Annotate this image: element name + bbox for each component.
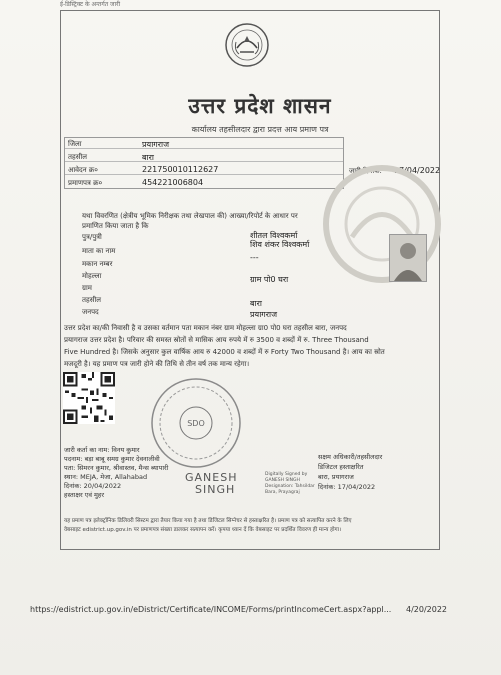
officer-line: सक्षम अधिकारी/तहसीलदार [318, 453, 383, 461]
signature-detail: Digitally Signed by GANESH SINGH Designation: Tahsildar Bara, Prayagraj [265, 472, 315, 495]
officer-line: डिजिटल हस्ताक्षरित [318, 463, 364, 471]
table-value: 221750010112627 [142, 165, 219, 174]
table-value: प्रयागराज [142, 140, 170, 149]
intro-line: प्रमाणित किया जाता है कि [82, 222, 149, 230]
table-label: तहसील [68, 153, 87, 161]
top-strip-text: ई-डिस्ट्रिक्ट के अन्तर्गत जारी [60, 1, 121, 8]
footer-note [64, 517, 444, 535]
up-government-emblem-icon [222, 22, 272, 68]
intro-line: यथा विवरणित (क्षेत्रीय भूमिक निरीक्षक तथा लेखपाल की) आख्या/रिपोर्ट के आधार पर [82, 212, 298, 220]
field-label: जनपद [82, 308, 99, 316]
page-title: उत्तर प्रदेश शासन [188, 93, 332, 118]
footer-note-line: यह प्रमाण पत्र इलेक्ट्रॉनिक डिलिवरी सिस्टम द्वारा तैयार किया गया है तथा डिजिटल सिग्नेचर से हस्ताक्षरित है। प्रमाण पत्र को सत्यापित करने के लिए [64, 518, 352, 524]
table-label: जिला [68, 140, 82, 148]
footer-note-line: वेबसाइट edistrict.up.gov.in पर प्रमाणपत्र संख्या डालकर सत्यापन करें। कृपया ध्यान दें कि वेबसाइट पर प्रदर्शित विवरण ही मान्य होगा। [64, 527, 342, 533]
field-label: तहसील [82, 296, 101, 304]
table-label: प्रमाणपत्र क्र० [68, 179, 103, 187]
page-subtitle: कार्यालय तहसीलदार द्वारा प्रदत्त आय प्रमाण पत्र [191, 125, 329, 134]
field-label: ग्राम [82, 284, 92, 292]
officer-line: बारा, प्रयागराज [318, 473, 354, 481]
top-info-table [64, 137, 344, 189]
issuer-block [64, 446, 204, 500]
issuer-line: हस्ताक्षर एवं मुहर [64, 491, 105, 499]
table-value: बारा [142, 153, 154, 162]
field-value: शिव शंकर विश्वकर्मा [250, 240, 310, 249]
field-value: बारा [250, 299, 262, 308]
body-paragraph [64, 322, 442, 370]
field-value: ग्राम पो0 घरा [250, 275, 289, 284]
issuer-line: पता: सिमरन कुमार, श्रीवास्तव, मैन्स ब्यापारी [64, 464, 169, 472]
issue-date-label: जारी दिनांक: [349, 167, 382, 175]
field-label: पुत्र/पुत्री [82, 233, 102, 241]
table-label: आवेदन क्र० [68, 166, 98, 174]
field-value: प्रयागराज [250, 310, 278, 319]
officer-block [318, 452, 438, 492]
field-label: मकान नम्बर [82, 260, 113, 268]
qr-code [63, 372, 115, 424]
field-value: --- [250, 253, 259, 262]
issuer-line: स्थान: MEJA, मेजा, Allahabad [64, 473, 148, 481]
issuer-line: पदनाम: बड़ा बाबू समग्र कुमार देवनालीवी [64, 455, 160, 463]
body-line: मजदूरी है। यह प्रमाण पत्र जारी होने की तिथि से तीन वर्ष तक मान्य रहेगा। [64, 360, 250, 368]
applicant-photo [389, 234, 427, 282]
issue-date: 17/04/2022 [394, 166, 441, 175]
field-label: मोहल्ला [82, 272, 102, 280]
table-value: 454221006804 [142, 178, 204, 187]
seal-text: SDO [187, 419, 205, 428]
signature-name-line: GANESH [185, 471, 238, 484]
field-value: शीतल विश्वकर्मा [250, 231, 298, 240]
field-label: माता का नाम [82, 247, 116, 255]
officer-line: दिनांक: 17/04/2022 [318, 483, 376, 491]
body-line: Five Hundred है। जिसके अनुसार कुल वार्षिक आय रु 42000 व शब्दों में रु Forty Two Thousand है। आय का स्रोत [64, 348, 385, 356]
body-line: प्रयागराज उत्तर प्रदेश है। परिवार की समस्त स्रोतों से मासिक आय रुपये में रु 3500 व शब्दों में रु. Three Thousand [64, 336, 369, 344]
body-line: उत्तर प्रदेश का/की निवासी है व उसका वर्तमान पता मकान नंबर ग्राम मोहल्ला ग्रा0 पो0 घरा तहसील बारा, जनपद [64, 324, 347, 332]
issuer-line: दिनांक: 20/04/2022 [64, 482, 122, 490]
print-date: 4/20/2022 [406, 605, 448, 614]
issuer-line: जारी कर्ता का नाम: विनय कुमार [64, 446, 140, 454]
page-url: https://edistrict.up.gov.in/eDistrict/Certificate/INCOME/Forms/printIncomeCert.aspx?appl... [30, 605, 392, 614]
signature-name-line: SINGH [195, 483, 236, 496]
digital-signature [185, 470, 325, 504]
